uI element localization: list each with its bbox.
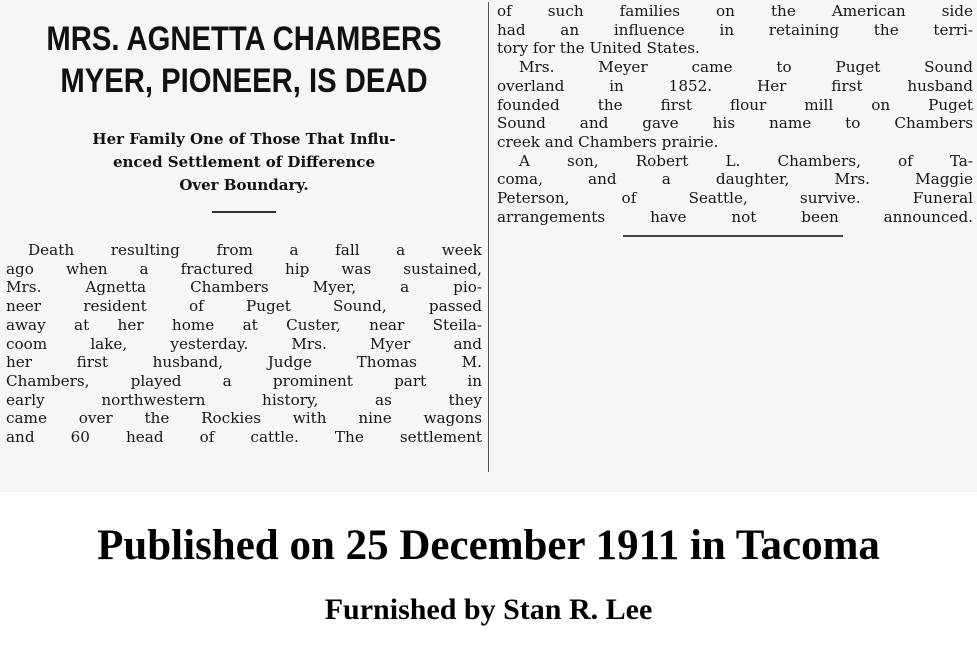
article-body-left	[6, 241, 482, 447]
body-line: A son, Robert L. Chambers, of Ta-	[519, 151, 973, 170]
headline-line: MYER, PIONEER, IS DEAD	[60, 62, 428, 100]
right-column	[497, 2, 973, 237]
body-line: coom lake, yesterday. Mrs. Myer and	[6, 334, 482, 353]
left-column	[6, 18, 482, 447]
body-line: had an influence in retaining the terri-	[497, 20, 973, 39]
credit-caption: Furnished by Stan R. Lee	[324, 593, 653, 626]
subheadline-line: Her Family One of Those That Influ-	[92, 130, 396, 148]
body-line: of such families on the American side	[497, 2, 973, 20]
column-rule	[488, 2, 489, 472]
body-line: came over the Rockies with nine wagons	[6, 409, 482, 428]
body-line: Sound and gave his name to Chambers	[497, 114, 973, 133]
body-line: away at her home at Custer, near Steila-	[6, 315, 482, 334]
body-line: and 60 head of cattle. The settlement	[6, 428, 482, 447]
body-line: Mrs. Agnetta Chambers Myer, a pio-	[6, 278, 482, 297]
headline	[39, 18, 448, 102]
headline-line: MRS. AGNETTA CHAMBERS	[46, 20, 442, 58]
body-line: Death resulting from a fall a week	[28, 241, 482, 259]
body-line: coma, and a daughter, Mrs. Maggie	[497, 170, 973, 189]
body-line: Mrs. Meyer came to Puget Sound	[519, 58, 973, 77]
body-line: tory for the United States.	[497, 39, 700, 58]
subheadline-line: Over Boundary.	[179, 176, 309, 194]
body-line: early northwestern history, as they	[6, 390, 482, 409]
article-body-right	[497, 2, 973, 226]
body-line: overland in 1852. Her first husband	[497, 76, 973, 95]
publication-caption: Published on 25 December 1911 in Tacoma	[97, 522, 880, 569]
body-line: Peterson, of Seattle, survive. Funeral	[497, 189, 973, 208]
article-end-rule	[623, 235, 843, 237]
section-divider	[212, 211, 276, 213]
body-line: founded the first flour mill on Puget	[497, 95, 973, 114]
subheadline-line: enced Settlement of Difference	[112, 153, 376, 171]
body-line: ago when a fractured hip was sustained,	[6, 259, 482, 278]
subheadline	[6, 128, 482, 197]
body-line: arrangements have not been announced.	[497, 207, 973, 226]
body-line: her first husband, Judge Thomas M.	[6, 353, 482, 372]
body-line: Chambers, played a prominent part in	[6, 371, 482, 390]
body-line: neer resident of Puget Sound, passed	[6, 297, 482, 316]
body-line: creek and Chambers prairie.	[497, 132, 719, 151]
